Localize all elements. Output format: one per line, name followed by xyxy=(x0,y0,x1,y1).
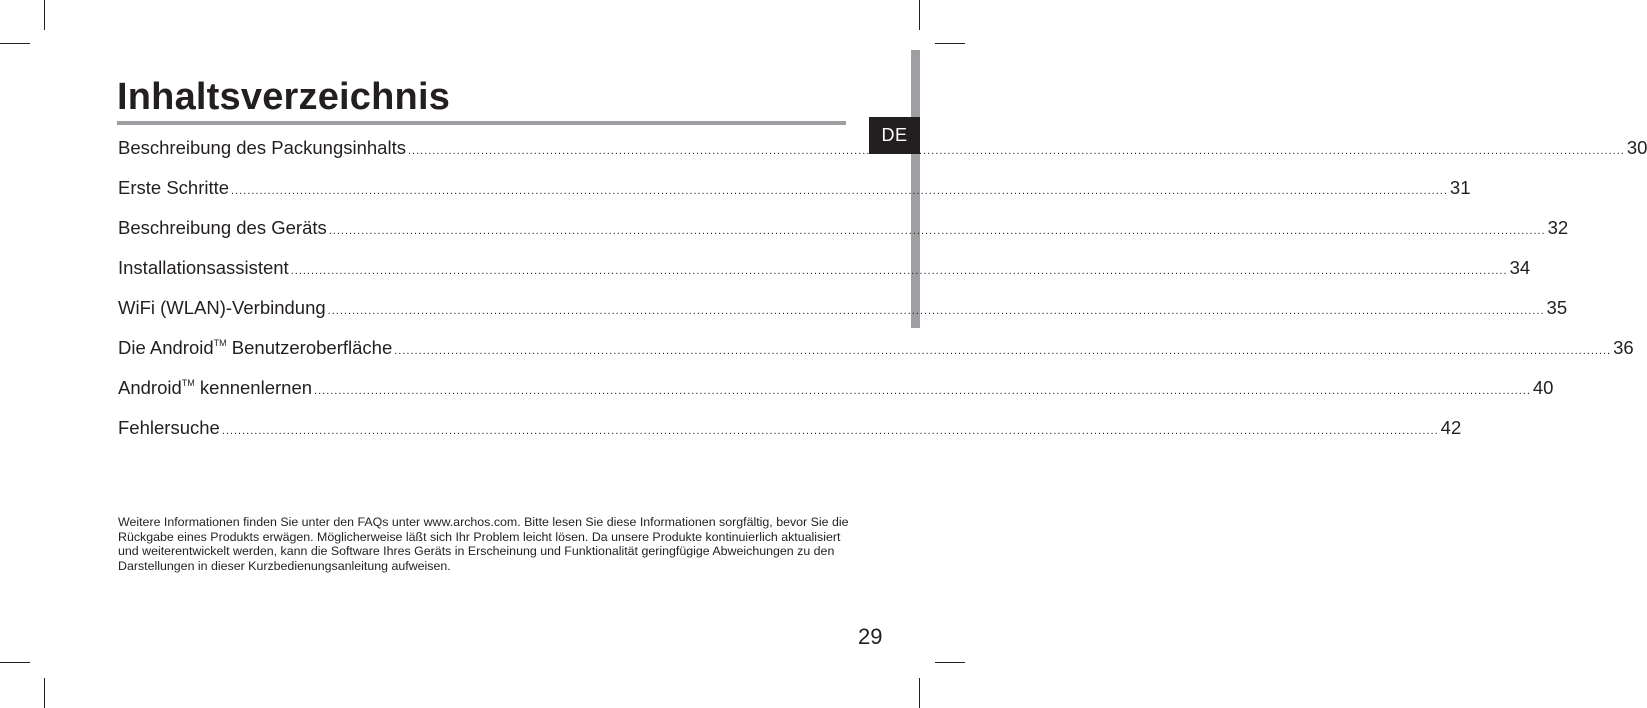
toc-entry-page: 36 xyxy=(1613,337,1634,358)
toc-entry-label: Beschreibung des Packungsinhalts xyxy=(118,137,406,158)
toc-entry-label: Erste Schritte xyxy=(118,177,230,198)
toc-entry-label: Die Android™ Benutzeroberfläche xyxy=(118,337,393,358)
toc-entry[interactable] xyxy=(118,374,1554,414)
toc-dot-leader: ............................................................................................................................................................................................................................................................................................................ xyxy=(221,425,1439,437)
trademark-mark: TM xyxy=(213,338,227,348)
info-paragraph: Weitere Informationen finden Sie unter den FAQs unter www.archos.com. Bitte lesen Sie diese Informationen sorgfältig, bevor Sie die Rückgabe eines Produkts erwägen. Möglicherweise läßt sich Ihr Problem leicht lösen. Da unsere Produkte kontinuierlich aktualisiert und weiterentwickelt werden, kann die Software Ihres Geräts in Erscheinung und Funktionalität geringfügige Abweichungen zu den Darstellungen in dieser Kurzbedienungsanleitung aufweisen. xyxy=(118,515,849,573)
trademark-mark: TM xyxy=(181,378,195,388)
toc-entry-page: 32 xyxy=(1547,217,1569,238)
crop-mark xyxy=(935,662,965,663)
toc-entry-page: 40 xyxy=(1532,377,1554,398)
toc-entry-label: WiFi (WLAN)-Verbindung xyxy=(118,297,326,318)
toc-dot-leader: ............................................................................................................................................................................................................................................................................................................ xyxy=(407,145,1625,157)
language-tab: DE xyxy=(869,117,920,154)
toc-entry[interactable] xyxy=(118,254,1531,294)
crop-mark xyxy=(919,678,920,708)
toc-entry[interactable] xyxy=(118,174,1471,214)
crop-mark xyxy=(44,0,45,30)
toc-entry-label: Installationsassistent xyxy=(118,257,289,278)
toc-dot-leader: ............................................................................................................................................................................................................................................................................................................ xyxy=(231,185,1448,197)
page-number: 29 xyxy=(858,624,883,649)
toc-entry-page: 34 xyxy=(1509,257,1531,278)
toc-entry-page: 31 xyxy=(1449,177,1471,198)
toc-entry[interactable] xyxy=(118,134,1647,174)
crop-mark xyxy=(44,678,45,708)
crop-mark xyxy=(0,662,30,663)
toc-dot-leader: ............................................................................................................................................................................................................................................................................................................ xyxy=(394,345,1612,357)
toc-entry-label: Fehlersuche xyxy=(118,417,220,438)
toc-dot-leader: ............................................................................................................................................................................................................................................................................................................ xyxy=(327,305,1545,317)
toc-entry-label: Beschreibung des Geräts xyxy=(118,217,327,238)
toc-entry-label: Android™ kennenlernen xyxy=(118,377,313,398)
toc-dot-leader: ............................................................................................................................................................................................................................................................................................................ xyxy=(328,225,1546,237)
crop-mark xyxy=(935,43,965,44)
crop-mark xyxy=(919,0,920,30)
toc-entry-page: 35 xyxy=(1546,297,1568,318)
toc-entry-page: 42 xyxy=(1440,417,1462,438)
toc-dot-leader: ............................................................................................................................................................................................................................................................................................................ xyxy=(290,265,1508,277)
crop-mark xyxy=(0,43,30,44)
page-title: Inhaltsverzeichnis xyxy=(117,76,451,118)
toc-entry[interactable] xyxy=(118,214,1569,254)
table-of-contents xyxy=(118,134,1647,454)
toc-entry[interactable] xyxy=(118,294,1568,334)
title-rule xyxy=(117,121,846,125)
toc-entry[interactable] xyxy=(118,414,1462,454)
toc-dot-leader: ............................................................................................................................................................................................................................................................................................................ xyxy=(314,385,1531,397)
toc-entry[interactable] xyxy=(118,334,1634,374)
toc-entry-page: 30 xyxy=(1626,137,1647,158)
